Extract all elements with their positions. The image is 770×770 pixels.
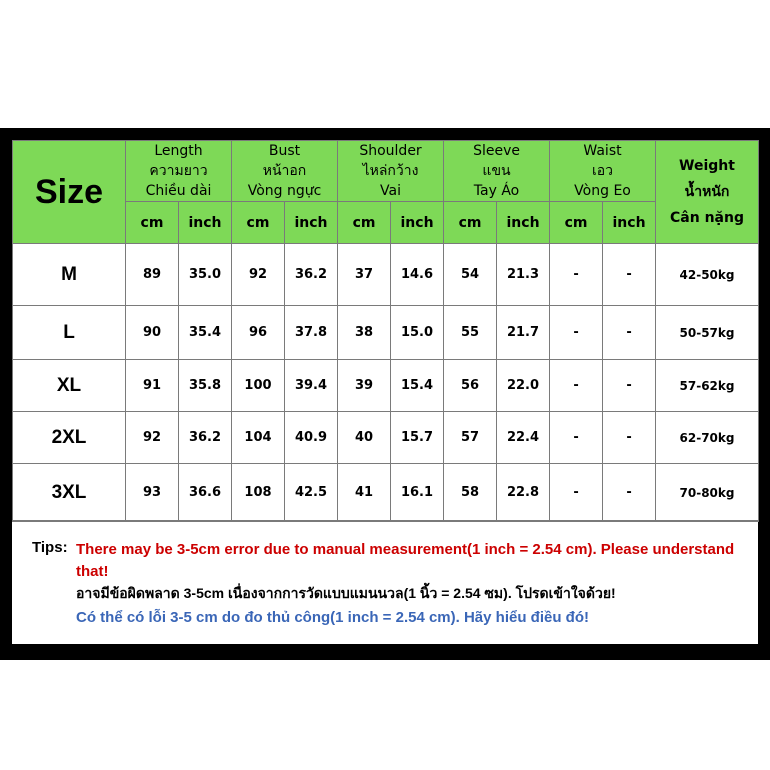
unit-inch: inch [497,202,550,244]
measurement-cell: - [603,306,656,360]
measurement-cell: 104 [232,412,285,464]
measurement-cell: 108 [232,464,285,522]
measurement-cell: 21.7 [497,306,550,360]
shoulder-header-vi: Vai [380,183,401,199]
weight-cell: 70-80kg [656,464,759,522]
measurement-cell: 57 [444,412,497,464]
measurement-cell: 90 [126,306,179,360]
sleeve-header-cell [444,141,550,202]
size-cell: 2XL [13,412,126,464]
unit-cm: cm [126,202,179,244]
measurement-cell: - [550,244,603,306]
weight-cell: 57-62kg [656,360,759,412]
measurement-cell: 22.0 [497,360,550,412]
measurement-cell: 16.1 [391,464,444,522]
measurement-cell: 36.6 [179,464,232,522]
tips-english: There may be 3-5cm error due to manual measurement(1 inch = 2.54 cm). Please understand that! [76,541,735,580]
sleeve-header-en: Sleeve [473,143,520,159]
waist-header-vi: Vòng Eo [574,183,631,199]
tips-section [12,520,758,645]
size-chart-sheet [12,140,758,644]
bust-header-th: หน้าอก [262,163,307,179]
unit-inch: inch [285,202,338,244]
measurement-cell: - [603,360,656,412]
measurement-cell: 40.9 [285,412,338,464]
measurement-cell: 42.5 [285,464,338,522]
table-row [13,306,759,360]
length-header-en: Length [154,143,203,159]
bust-header-vi: Vòng ngực [247,183,322,199]
weight-header-vi: Cân nặng [670,210,744,226]
sleeve-header-vi: Tay Áo [473,183,520,199]
unit-cm: cm [444,202,497,244]
size-cell: L [13,306,126,360]
weight-cell: 42-50kg [656,244,759,306]
measurement-cell: 54 [444,244,497,306]
table-row [13,464,759,522]
length-header-cell [126,141,232,202]
measurement-cell: - [550,464,603,522]
measurement-cell: 41 [338,464,391,522]
measurement-cell: 22.4 [497,412,550,464]
shoulder-header-th: ไหล่กว้าง [362,163,419,179]
sleeve-header-th: แขน [482,163,511,179]
measurement-cell: 100 [232,360,285,412]
size-cell: XL [13,360,126,412]
unit-inch: inch [391,202,444,244]
tips-thai: อาจมีข้อผิดพลาด 3-5cm เนื่องจากการวัดแบบแมนนวล(1 นิ้ว = 2.54 ซม). โปรดเข้าใจด้วย! [76,585,616,601]
measurement-cell: 55 [444,306,497,360]
measurement-cell: 35.0 [179,244,232,306]
waist-header-en: Waist [583,143,622,159]
unit-inch: inch [603,202,656,244]
bust-header-en: Bust [268,143,301,159]
measurement-cell: - [603,412,656,464]
unit-cm: cm [232,202,285,244]
weight-cell: 62-70kg [656,412,759,464]
size-header-cell [13,141,126,244]
unit-cm: cm [338,202,391,244]
tips-label: Tips: [32,539,68,556]
measurement-cell: 96 [232,306,285,360]
measurement-cell: 36.2 [179,412,232,464]
measurement-cell: - [603,244,656,306]
table-row [13,244,759,306]
waist-header-th: เอว [591,163,614,179]
shoulder-header-cell [338,141,444,202]
measurement-cell: 92 [232,244,285,306]
length-header-th: ความยาว [149,163,208,179]
waist-header-cell [550,141,656,202]
unit-inch: inch [179,202,232,244]
size-chart-table [12,140,759,522]
weight-header-en: Weight [679,158,735,174]
measurement-cell: 39 [338,360,391,412]
measurement-cell: 35.8 [179,360,232,412]
measurement-cell: 37 [338,244,391,306]
measurement-cell: - [550,360,603,412]
measurement-cell: 39.4 [285,360,338,412]
bust-header-cell [232,141,338,202]
table-row [13,412,759,464]
measurement-cell: 37.8 [285,306,338,360]
measurement-cell: - [550,412,603,464]
measurement-cell: - [550,306,603,360]
measurement-cell: 15.4 [391,360,444,412]
measurement-cell: 21.3 [497,244,550,306]
weight-header-cell [656,141,759,244]
measurement-cell: 22.8 [497,464,550,522]
measurement-cell: 14.6 [391,244,444,306]
measurement-cell: 89 [126,244,179,306]
measurement-cell: 58 [444,464,497,522]
size-cell: M [13,244,126,306]
measurement-cell: 91 [126,360,179,412]
tips-vietnamese: Có thể có lỗi 3-5 cm do đo thủ công(1 inch = 2.54 cm). Hãy hiểu điều đó! [76,609,589,626]
measurement-cell: 15.7 [391,412,444,464]
measurement-cell: 36.2 [285,244,338,306]
measurement-cell: - [603,464,656,522]
weight-header-th: น้ำหนัก [684,184,730,200]
shoulder-header-en: Shoulder [359,143,422,159]
weight-cell: 50-57kg [656,306,759,360]
measurement-cell: 56 [444,360,497,412]
table-row [13,360,759,412]
measurement-cell: 15.0 [391,306,444,360]
measurement-cell: 93 [126,464,179,522]
size-chart-frame [0,128,770,660]
measurement-cell: 35.4 [179,306,232,360]
measurement-cell: 92 [126,412,179,464]
unit-cm: cm [550,202,603,244]
size-cell: 3XL [13,464,126,522]
length-header-vi: Chiều dài [145,183,212,199]
measurement-cell: 38 [338,306,391,360]
measurement-cell: 40 [338,412,391,464]
size-header-label: Size [34,172,104,211]
